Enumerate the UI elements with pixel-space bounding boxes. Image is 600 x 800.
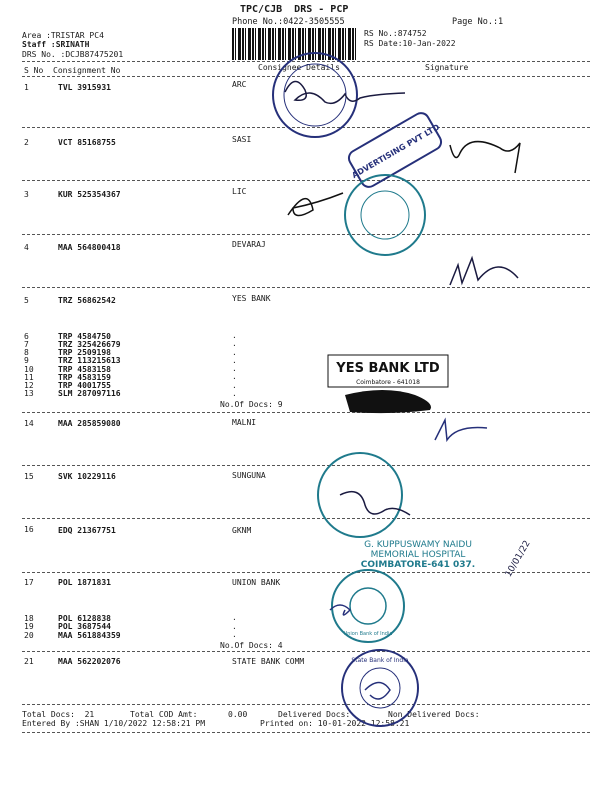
col-consignee: Consignee Details xyxy=(258,63,340,72)
row-sno: 5 xyxy=(24,296,29,305)
total-cod-value: 0.00 xyxy=(228,710,248,719)
row-consignment: SLM 287097116 xyxy=(58,389,121,398)
row-consignee: . xyxy=(232,348,237,357)
row-consignment: MAA 285859080 xyxy=(58,419,121,428)
page-number: Page No.:1 xyxy=(452,17,504,27)
row-consignee: GKNM xyxy=(232,526,252,535)
row-consignment: TRZ 56862542 xyxy=(58,296,116,305)
signature-8-icon xyxy=(365,683,390,700)
row-consignee: MALNI xyxy=(232,418,257,427)
row-consignment: POL 1871831 xyxy=(58,578,111,587)
ink-smudge-icon xyxy=(345,390,431,413)
row-consignee: . xyxy=(232,356,237,365)
row-consignment: SVK 10229116 xyxy=(58,472,116,481)
row-sno: 4 xyxy=(24,243,29,252)
row-consignee: ARC xyxy=(232,80,247,89)
rs-number: RS No.:874752 xyxy=(364,29,427,38)
hospital-stamp-icon xyxy=(318,453,533,579)
row-consignee: SASI xyxy=(232,135,252,144)
phone-number: Phone No.:0422-3505555 xyxy=(232,17,345,27)
row-sno: 2 xyxy=(24,138,29,147)
row-consignment: MAA 564800418 xyxy=(58,243,121,252)
row-consignment: TRP 2509198 xyxy=(58,348,111,357)
total-cod-label: Total COD Amt: xyxy=(130,710,198,719)
row-sno: 19 xyxy=(24,622,34,631)
col-consignment: Consignment No xyxy=(53,66,121,75)
row-consignee: YES BANK xyxy=(232,294,271,303)
row-consignee: LIC xyxy=(232,187,247,196)
no-of-docs: No.Of Docs: 9 xyxy=(220,400,283,409)
lic-stamp-icon xyxy=(345,175,425,255)
state-bank-stamp-icon xyxy=(342,650,418,726)
yes-bank-stamp-icon xyxy=(328,355,448,387)
row-sno: 13 xyxy=(24,389,34,398)
yes-bank-stamp-text: YES BANK LTD xyxy=(336,361,440,376)
row-consignee: UNION BANK xyxy=(232,578,281,587)
rs-date: RS Date:10-Jan-2022 xyxy=(364,39,456,48)
signature-4-icon xyxy=(450,258,518,285)
row-consignment: MAA 562202076 xyxy=(58,657,121,666)
no-of-docs: No.Of Docs: 4 xyxy=(220,641,283,650)
col-signature: Signature xyxy=(425,63,469,72)
total-docs: Total Docs: 21 xyxy=(22,710,95,719)
row-consignment: TRZ 325426679 xyxy=(58,340,121,349)
row-sno: 18 xyxy=(24,614,34,623)
row-consignment: KUR 525354367 xyxy=(58,190,121,199)
row-consignee: . xyxy=(232,339,237,348)
row-sno: 15 xyxy=(24,472,34,481)
row-consignee: . xyxy=(232,622,237,631)
row-sno: 21 xyxy=(24,657,34,666)
hospital-stamp-line3: COIMBATORE-641 037. xyxy=(360,560,476,570)
row-sno: 1 xyxy=(24,83,29,92)
row-sno: 3 xyxy=(24,190,29,199)
advertising-stamp-icon xyxy=(342,108,449,193)
entered-by: Entered By :SHAN 1/10/2022 12:58:21 PM xyxy=(22,719,206,728)
printed-on: Printed on: 10-01-2022 12:58:21 xyxy=(260,719,410,728)
row-consignee: . xyxy=(232,372,237,381)
drs-number: DRS No. :DCJB87475201 xyxy=(22,50,124,59)
area-label: Area :TRISTAR PC4 xyxy=(22,31,104,40)
signature-2-icon xyxy=(450,142,520,173)
row-consignment: TRP 4583158 xyxy=(58,365,111,374)
row-sno: 9 xyxy=(24,356,29,365)
row-sno: 8 xyxy=(24,348,29,357)
row-consignee: . xyxy=(232,389,237,398)
signature-5-icon xyxy=(435,420,487,440)
signature-3-icon xyxy=(288,193,343,216)
row-consignment: TRP 4583159 xyxy=(58,373,111,382)
state-bank-stamp-text: State Bank of India xyxy=(351,657,409,664)
row-sno: 20 xyxy=(24,631,34,640)
row-consignment: MAA 561884359 xyxy=(58,631,121,640)
hospital-stamp-date: 10/01/22 xyxy=(503,538,533,580)
row-consignment: POL 3687544 xyxy=(58,622,111,631)
sheet-title: TPC/CJB DRS - PCP xyxy=(240,4,349,15)
row-sno: 7 xyxy=(24,340,29,349)
row-consignment: TRP 4001755 xyxy=(58,381,111,390)
row-consignment: TRP 4584750 xyxy=(58,332,111,341)
row-consignee: . xyxy=(232,381,237,390)
signature-1-icon xyxy=(285,81,405,103)
row-sno: 6 xyxy=(24,332,29,341)
delivered-docs: Delivered Docs: xyxy=(278,710,351,719)
row-consignee: STATE BANK COMM xyxy=(232,657,305,666)
row-consignment: VCT 85168755 xyxy=(58,138,116,147)
row-consignment: EDQ 21367751 xyxy=(58,526,116,535)
row-sno: 17 xyxy=(24,578,34,587)
row-consignment: TVL 3915931 xyxy=(58,83,111,92)
row-sno: 12 xyxy=(24,381,34,390)
row-consignment: POL 6128838 xyxy=(58,614,111,623)
row-sno: 10 xyxy=(24,365,34,374)
staff-label: Staff :SRINATH xyxy=(22,40,90,49)
hospital-stamp-line1: G. KUPPUSWAMY NAIDU xyxy=(364,540,472,550)
col-sno: S No xyxy=(24,66,44,75)
row-consignee: . xyxy=(232,331,237,340)
yes-bank-stamp-city: Coimbatore - 641018 xyxy=(356,379,420,386)
row-consignment: TRZ 113215613 xyxy=(58,356,121,365)
row-consignee: . xyxy=(232,364,237,373)
non-delivered-docs: Non Delivered Docs: xyxy=(388,710,480,719)
hospital-stamp-line2: MEMORIAL HOSPITAL xyxy=(370,550,466,560)
row-consignee: . xyxy=(232,613,237,622)
advertising-stamp-text: ADVERTISING PVT LTD xyxy=(350,122,442,181)
row-consignee: DEVARAJ xyxy=(232,240,266,249)
row-sno: 11 xyxy=(24,373,34,382)
row-consignee: . xyxy=(232,630,237,639)
union-bank-stamp-text: Union Bank of India xyxy=(343,631,393,637)
row-consignee: SUNGUNA xyxy=(232,471,266,480)
row-sno: 16 xyxy=(24,525,34,534)
row-sno: 14 xyxy=(24,419,34,428)
